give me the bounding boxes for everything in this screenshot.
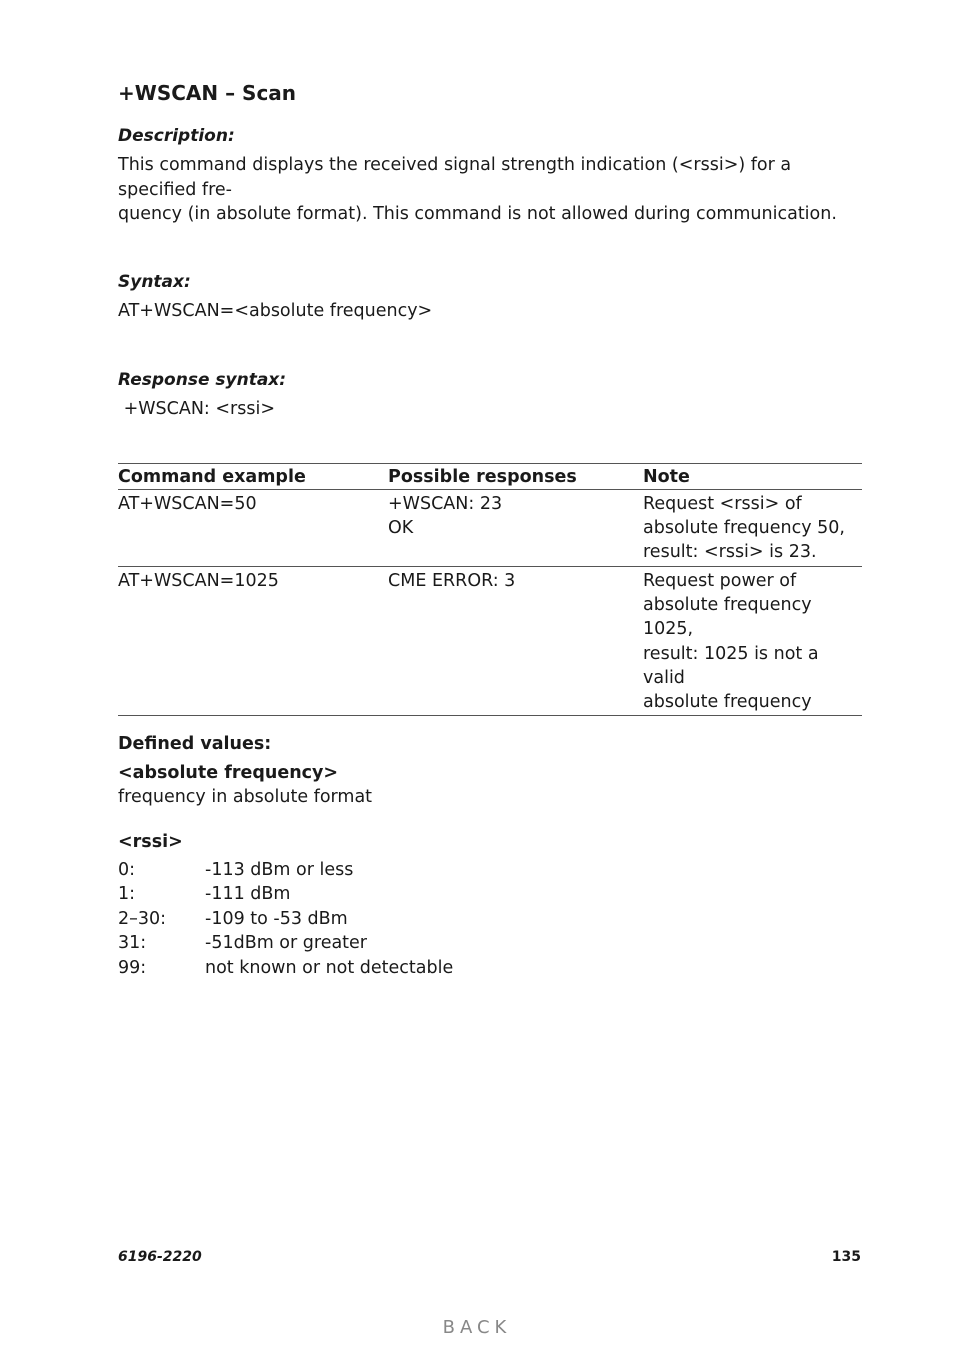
note-line: absolute frequency 1025, bbox=[643, 594, 812, 640]
responses-cell bbox=[388, 489, 643, 566]
rssi-desc: -109 to -53 dBm bbox=[205, 908, 348, 929]
note-line: absolute frequency 50, bbox=[643, 518, 845, 539]
list-item bbox=[118, 882, 862, 907]
rssi-desc: -113 dBm or less bbox=[205, 859, 354, 880]
rssi-key: 1: bbox=[118, 884, 136, 905]
rssi-values-list bbox=[118, 858, 862, 981]
list-item bbox=[118, 956, 862, 981]
defined-values-label: Defined values: bbox=[118, 734, 272, 755]
header-possible-responses: Possible responses bbox=[388, 463, 643, 489]
command-table bbox=[118, 463, 862, 717]
response-syntax-value: +WSCAN: <rssi> bbox=[118, 398, 275, 419]
rssi-desc: -51dBm or greater bbox=[205, 933, 368, 954]
command-cell: AT+WSCAN=1025 bbox=[118, 566, 388, 716]
table-header-row bbox=[118, 463, 862, 489]
document-number: 6196-2220 bbox=[118, 1249, 202, 1265]
header-command-example: Command example bbox=[118, 463, 388, 489]
description-line-2: quency (in absolute format). This command is not allowed during communication. bbox=[118, 204, 837, 224]
syntax-label: Syntax: bbox=[118, 271, 191, 292]
list-item bbox=[118, 858, 862, 883]
page-title: +WSCAN – Scan bbox=[118, 81, 297, 105]
response-line: +WSCAN: 23 bbox=[388, 493, 503, 514]
table-row bbox=[118, 566, 862, 716]
page-number: 135 bbox=[831, 1249, 861, 1265]
header-note: Note bbox=[643, 463, 862, 489]
note-line: Request power of bbox=[643, 570, 797, 591]
table-row bbox=[118, 489, 862, 566]
note-cell bbox=[643, 489, 862, 566]
list-item bbox=[118, 931, 862, 956]
note-line: result: 1025 is not a valid bbox=[643, 643, 819, 688]
rssi-key: 99: bbox=[118, 957, 147, 978]
note-line: Request <rssi> of bbox=[643, 493, 802, 514]
rssi-desc: not known or not detectable bbox=[205, 957, 454, 978]
rssi-key: 31: bbox=[118, 933, 147, 954]
rssi-key: 0: bbox=[118, 859, 136, 880]
back-link[interactable]: BACK bbox=[442, 1317, 512, 1338]
rssi-key: 2–30: bbox=[118, 908, 167, 929]
responses-cell bbox=[388, 566, 643, 716]
rssi-desc: -111 dBm bbox=[205, 884, 291, 905]
note-cell bbox=[643, 566, 862, 716]
rssi-label: <rssi> bbox=[118, 831, 183, 852]
description-label: Description: bbox=[118, 126, 235, 146]
response-syntax-label: Response syntax: bbox=[118, 369, 287, 390]
description-line-1: This command displays the received signal strength indication (<rssi>) for a specified fre- bbox=[118, 155, 792, 200]
note-line: result: <rssi> is 23. bbox=[643, 542, 817, 563]
absolute-frequency-label: <absolute frequency> bbox=[118, 763, 339, 784]
page-content bbox=[118, 78, 862, 980]
absolute-frequency-desc: frequency in absolute format bbox=[118, 787, 373, 808]
response-line: OK bbox=[388, 518, 414, 539]
note-line: absolute frequency bbox=[643, 692, 812, 713]
syntax-value: AT+WSCAN=<absolute frequency> bbox=[118, 300, 433, 321]
list-item bbox=[118, 907, 862, 932]
response-line: CME ERROR: 3 bbox=[388, 570, 516, 591]
command-cell: AT+WSCAN=50 bbox=[118, 489, 388, 566]
